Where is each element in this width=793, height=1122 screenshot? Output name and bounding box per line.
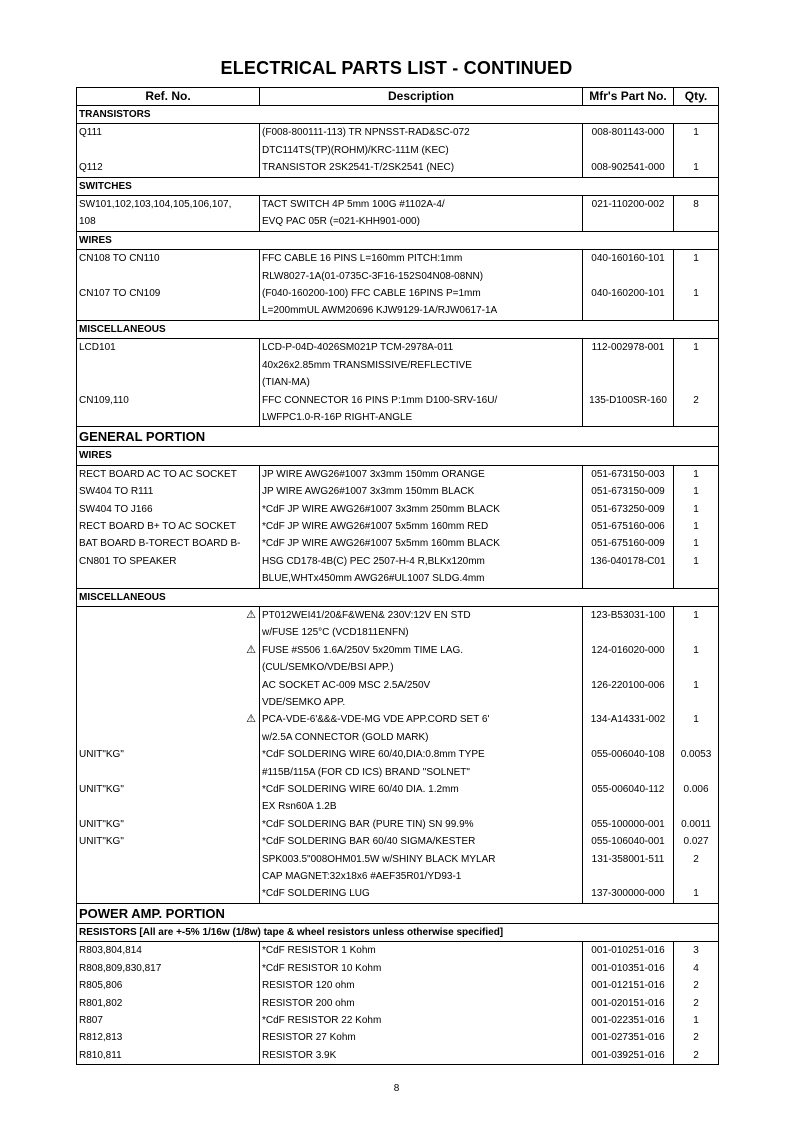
qty-cell: 1 <box>674 483 719 500</box>
table-row <box>77 659 719 676</box>
part-number-cell: 055-106040-001 <box>583 833 674 850</box>
ref-cell <box>77 302 260 320</box>
qty-cell: 4 <box>674 960 719 977</box>
table-row <box>77 159 719 177</box>
description-cell: FFC CONNECTOR 16 PINS P:1mm D100-SRV-16U/ <box>260 392 583 409</box>
qty-cell: 1 <box>674 518 719 535</box>
table-row <box>77 250 719 268</box>
table-row <box>77 642 719 659</box>
ref-cell <box>77 764 260 781</box>
table-body <box>77 106 719 1065</box>
qty-cell <box>674 142 719 159</box>
section-heading-row <box>77 106 719 124</box>
ref-cell: R803,804,814 <box>77 942 260 960</box>
part-number-cell <box>583 213 674 231</box>
description-cell: RESISTOR 3.9K <box>260 1047 583 1065</box>
table-row <box>77 885 719 903</box>
description-cell: EX Rsn60A 1.2B <box>260 798 583 815</box>
part-number-cell: 055-006040-112 <box>583 781 674 798</box>
part-number-cell: 001-027351-016 <box>583 1029 674 1046</box>
qty-cell: 1 <box>674 465 719 483</box>
table-row <box>77 553 719 570</box>
part-number-cell: 136-040178-C01 <box>583 553 674 570</box>
table-row <box>77 711 719 728</box>
description-cell: *CdF JP WIRE AWG26#1007 3x3mm 250mm BLACK <box>260 501 583 518</box>
qty-cell: 2 <box>674 392 719 409</box>
qty-cell: 0.0011 <box>674 816 719 833</box>
ref-cell <box>77 851 260 868</box>
part-number-cell <box>583 729 674 746</box>
qty-cell <box>674 798 719 815</box>
warning-triangle-icon: ⚠ <box>246 643 256 656</box>
description-cell: L=200mmUL AWM20696 KJW9129-1A/RJW0617-1A <box>260 302 583 320</box>
header-description: Description <box>260 88 583 106</box>
qty-cell <box>674 570 719 588</box>
section-heading-row <box>77 588 719 606</box>
page-number: 8 <box>393 1083 400 1094</box>
qty-cell: 1 <box>674 501 719 518</box>
table-row <box>77 285 719 302</box>
part-number-cell: 055-006040-108 <box>583 746 674 763</box>
description-cell: *CdF RESISTOR 10 Kohm <box>260 960 583 977</box>
section-heading: MISCELLANEOUS <box>77 320 719 338</box>
part-number-cell: 001-039251-016 <box>583 1047 674 1065</box>
description-cell: *CdF SOLDERING BAR (PURE TIN) SN 99.9% <box>260 816 583 833</box>
table-row <box>77 729 719 746</box>
part-number-cell <box>583 764 674 781</box>
qty-cell: 8 <box>674 196 719 214</box>
description-cell: TACT SWITCH 4P 5mm 100G #1102A-4/ <box>260 196 583 214</box>
qty-cell <box>674 409 719 427</box>
part-number-cell <box>583 268 674 285</box>
table-row <box>77 213 719 231</box>
part-number-cell <box>583 659 674 676</box>
table-row <box>77 606 719 624</box>
warning-triangle-icon: ⚠ <box>246 608 256 621</box>
table-row <box>77 694 719 711</box>
part-number-cell <box>583 694 674 711</box>
description-cell: LWFPC1.0-R-16P RIGHT-ANGLE <box>260 409 583 427</box>
ref-cell <box>77 885 260 903</box>
part-number-cell <box>583 374 674 391</box>
section-heading-row <box>77 231 719 249</box>
description-cell: *CdF SOLDERING BAR 60/40 SIGMA/KESTER <box>260 833 583 850</box>
qty-cell: 1 <box>674 124 719 142</box>
section-heading: MISCELLANEOUS <box>77 588 719 606</box>
section-heading: GENERAL PORTION <box>77 427 719 447</box>
table-row <box>77 868 719 885</box>
ref-cell <box>77 798 260 815</box>
description-cell: *CdF SOLDERING WIRE 60/40,DIA:0.8mm TYPE <box>260 746 583 763</box>
description-cell: *CdF SOLDERING LUG <box>260 885 583 903</box>
qty-cell: 2 <box>674 1047 719 1065</box>
qty-cell: 1 <box>674 339 719 357</box>
ref-cell: SW404 TO J166 <box>77 501 260 518</box>
qty-cell <box>674 868 719 885</box>
part-number-cell: 126-220100-006 <box>583 677 674 694</box>
ref-cell: CN801 TO SPEAKER <box>77 553 260 570</box>
ref-cell <box>77 868 260 885</box>
table-row <box>77 624 719 641</box>
parts-table <box>76 87 719 1065</box>
qty-cell <box>674 624 719 641</box>
table-row <box>77 535 719 552</box>
description-cell: VDE/SEMKO APP. <box>260 694 583 711</box>
description-cell: *CdF JP WIRE AWG26#1007 5x5mm 160mm RED <box>260 518 583 535</box>
description-cell: *CdF RESISTOR 1 Kohm <box>260 942 583 960</box>
table-row <box>77 268 719 285</box>
description-cell: FUSE #S506 1.6A/250V 5x20mm TIME LAG. <box>260 642 583 659</box>
part-number-cell <box>583 570 674 588</box>
qty-cell: 2 <box>674 995 719 1012</box>
qty-cell: 0.006 <box>674 781 719 798</box>
ref-cell: SW404 TO R111 <box>77 483 260 500</box>
part-number-cell: 001-012151-016 <box>583 977 674 994</box>
description-cell: CAP MAGNET:32x18x6 #AEF35R01/YD93-1 <box>260 868 583 885</box>
qty-cell: 2 <box>674 1029 719 1046</box>
description-cell: RESISTOR 27 Kohm <box>260 1029 583 1046</box>
ref-cell <box>77 570 260 588</box>
qty-cell <box>674 302 719 320</box>
qty-cell: 1 <box>674 553 719 570</box>
table-row <box>77 746 719 763</box>
table-row <box>77 781 719 798</box>
part-number-cell: 040-160160-101 <box>583 250 674 268</box>
table-row <box>77 995 719 1012</box>
section-heading: TRANSISTORS <box>77 106 719 124</box>
ref-cell: CN109,110 <box>77 392 260 409</box>
ref-cell <box>77 677 260 694</box>
ref-cell: UNIT"KG" <box>77 746 260 763</box>
section-heading: SWITCHES <box>77 177 719 195</box>
part-number-cell: 008-902541-000 <box>583 159 674 177</box>
table-row <box>77 851 719 868</box>
part-number-cell: 001-010351-016 <box>583 960 674 977</box>
part-number-cell <box>583 357 674 374</box>
ref-cell: RECT BOARD B+ TO AC SOCKET <box>77 518 260 535</box>
ref-cell <box>77 606 260 624</box>
part-number-cell <box>583 798 674 815</box>
part-number-cell: 135-D100SR-160 <box>583 392 674 409</box>
ref-cell: 108 <box>77 213 260 231</box>
ref-cell: CN108 TO CN110 <box>77 250 260 268</box>
table-row <box>77 501 719 518</box>
description-cell: (F040-160200-100) FFC CABLE 16PINS P=1mm <box>260 285 583 302</box>
description-cell: (CUL/SEMKO/VDE/BSI APP.) <box>260 659 583 676</box>
ref-cell: UNIT"KG" <box>77 816 260 833</box>
ref-cell: LCD101 <box>77 339 260 357</box>
qty-cell: 0.027 <box>674 833 719 850</box>
qty-cell: 1 <box>674 1012 719 1029</box>
description-cell: *CdF JP WIRE AWG26#1007 5x5mm 160mm BLACK <box>260 535 583 552</box>
table-header-row <box>77 88 719 106</box>
part-number-cell: 124-016020-000 <box>583 642 674 659</box>
part-number-cell: 051-673150-009 <box>583 483 674 500</box>
ref-cell: CN107 TO CN109 <box>77 285 260 302</box>
qty-cell <box>674 764 719 781</box>
table-row <box>77 124 719 142</box>
description-cell: JP WIRE AWG26#1007 3x3mm 150mm ORANGE <box>260 465 583 483</box>
section-heading-row <box>77 923 719 941</box>
ref-cell <box>77 409 260 427</box>
qty-cell: 1 <box>674 711 719 728</box>
portion-heading-row <box>77 903 719 923</box>
table-row <box>77 1047 719 1065</box>
page-title: ELECTRICAL PARTS LIST - CONTINUED <box>220 58 573 78</box>
qty-cell <box>674 213 719 231</box>
portion-heading-row <box>77 427 719 447</box>
part-number-cell <box>583 409 674 427</box>
qty-cell: 1 <box>674 250 719 268</box>
description-cell: 40x26x2.85mm TRANSMISSIVE/REFLECTIVE <box>260 357 583 374</box>
qty-cell: 2 <box>674 851 719 868</box>
warning-triangle-icon: ⚠ <box>246 713 256 726</box>
table-row <box>77 392 719 409</box>
ref-cell: R807 <box>77 1012 260 1029</box>
qty-cell: 1 <box>674 606 719 624</box>
description-cell: BLUE,WHTx450mm AWG26#UL1007 SLDG.4mm <box>260 570 583 588</box>
ref-cell: R812,813 <box>77 1029 260 1046</box>
qty-cell: 1 <box>674 642 719 659</box>
section-heading: POWER AMP. PORTION <box>77 903 719 923</box>
table-row <box>77 942 719 960</box>
qty-cell: 1 <box>674 677 719 694</box>
table-row <box>77 302 719 320</box>
qty-cell <box>674 659 719 676</box>
ref-cell: Q112 <box>77 159 260 177</box>
table-row <box>77 357 719 374</box>
table-row <box>77 409 719 427</box>
table-row <box>77 677 719 694</box>
ref-cell <box>77 142 260 159</box>
part-number-cell: 055-100000-001 <box>583 816 674 833</box>
qty-cell: 1 <box>674 885 719 903</box>
part-number-cell: 021-110200-002 <box>583 196 674 214</box>
qty-cell: 1 <box>674 159 719 177</box>
part-number-cell: 040-160200-101 <box>583 285 674 302</box>
description-cell: RLW8027-1A(01-0735C-3F16-152S04N08-08NN) <box>260 268 583 285</box>
table-row <box>77 816 719 833</box>
ref-cell: UNIT"KG" <box>77 781 260 798</box>
header-part-number: Mfr's Part No. <box>583 88 674 106</box>
part-number-cell: 051-675160-006 <box>583 518 674 535</box>
section-heading-row <box>77 320 719 338</box>
description-cell: RESISTOR 200 ohm <box>260 995 583 1012</box>
part-number-cell: 051-673250-009 <box>583 501 674 518</box>
ref-cell: SW101,102,103,104,105,106,107, <box>77 196 260 214</box>
part-number-cell: 001-010251-016 <box>583 942 674 960</box>
ref-cell: R801,802 <box>77 995 260 1012</box>
qty-cell: 2 <box>674 977 719 994</box>
ref-cell: UNIT"KG" <box>77 833 260 850</box>
ref-cell <box>77 659 260 676</box>
description-cell: JP WIRE AWG26#1007 3x3mm 150mm BLACK <box>260 483 583 500</box>
table-row <box>77 339 719 357</box>
part-number-cell <box>583 624 674 641</box>
description-cell: PCA-VDE-6'&&&-VDE-MG VDE APP.CORD SET 6' <box>260 711 583 728</box>
ref-cell: R805,806 <box>77 977 260 994</box>
ref-cell <box>77 642 260 659</box>
qty-cell: 3 <box>674 942 719 960</box>
ref-cell <box>77 729 260 746</box>
section-heading: WIRES <box>77 447 719 465</box>
part-number-cell: 123-B53031-100 <box>583 606 674 624</box>
description-cell: *CdF RESISTOR 22 Kohm <box>260 1012 583 1029</box>
ref-cell <box>77 694 260 711</box>
table-row <box>77 977 719 994</box>
description-cell: FFC CABLE 16 PINS L=160mm PITCH:1mm <box>260 250 583 268</box>
header-qty: Qty. <box>674 88 719 106</box>
header-ref: Ref. No. <box>77 88 260 106</box>
ref-cell: R808,809,830,817 <box>77 960 260 977</box>
table-row <box>77 374 719 391</box>
part-number-cell: 137-300000-000 <box>583 885 674 903</box>
description-cell: EVQ PAC 05R (=021-KHH901-000) <box>260 213 583 231</box>
qty-cell: 0.0053 <box>674 746 719 763</box>
table-row <box>77 142 719 159</box>
description-cell: SPK003.5"008OHM01.5W w/SHINY BLACK MYLAR <box>260 851 583 868</box>
part-number-cell: 134-A14331-002 <box>583 711 674 728</box>
qty-cell <box>674 694 719 711</box>
part-number-cell <box>583 142 674 159</box>
ref-cell: RECT BOARD AC TO AC SOCKET <box>77 465 260 483</box>
description-cell: TRANSISTOR 2SK2541-T/2SK2541 (NEC) <box>260 159 583 177</box>
part-number-cell: 008-801143-000 <box>583 124 674 142</box>
qty-cell <box>674 374 719 391</box>
part-number-cell: 001-020151-016 <box>583 995 674 1012</box>
ref-cell <box>77 268 260 285</box>
table-row <box>77 960 719 977</box>
ref-cell <box>77 374 260 391</box>
part-number-cell: 112-002978-001 <box>583 339 674 357</box>
description-cell: (F008-800111-113) TR NPNSST-RAD&SC-072 <box>260 124 583 142</box>
section-heading: WIRES <box>77 231 719 249</box>
table-row <box>77 483 719 500</box>
description-cell: DTC114TS(TP)(ROHM)/KRC-111M (KEC) <box>260 142 583 159</box>
ref-cell <box>77 357 260 374</box>
section-heading: RESISTORS [All are +-5% 1/16w (1/8w) tape & wheel resistors unless otherwise specified] <box>77 923 719 941</box>
ref-cell: Q111 <box>77 124 260 142</box>
part-number-cell <box>583 302 674 320</box>
table-row <box>77 764 719 781</box>
description-cell: w/FUSE 125°C (VCD1811ENFN) <box>260 624 583 641</box>
description-cell: PT012WEI41/20&F&WEN& 230V:12V EN STD <box>260 606 583 624</box>
description-cell: *CdF SOLDERING WIRE 60/40 DIA. 1.2mm <box>260 781 583 798</box>
table-row <box>77 1012 719 1029</box>
part-number-cell: 051-675160-009 <box>583 535 674 552</box>
qty-cell <box>674 729 719 746</box>
description-cell: #115B/115A (FOR CD ICS) BRAND "SOLNET" <box>260 764 583 781</box>
qty-cell: 1 <box>674 285 719 302</box>
description-cell: w/2.5A CONNECTOR (GOLD MARK) <box>260 729 583 746</box>
ref-cell <box>77 711 260 728</box>
table-row <box>77 1029 719 1046</box>
description-cell: HSG CD178-4B(C) PEC 2507-H-4 R,BLKx120mm <box>260 553 583 570</box>
description-cell: LCD-P-04D-4026SM021P TCM-2978A-011 <box>260 339 583 357</box>
description-cell: RESISTOR 120 ohm <box>260 977 583 994</box>
table-row <box>77 196 719 214</box>
qty-cell <box>674 268 719 285</box>
ref-cell <box>77 624 260 641</box>
table-row <box>77 518 719 535</box>
section-heading-row <box>77 177 719 195</box>
qty-cell: 1 <box>674 535 719 552</box>
section-heading-row <box>77 447 719 465</box>
ref-cell: R810,811 <box>77 1047 260 1065</box>
part-number-cell: 001-022351-016 <box>583 1012 674 1029</box>
table-row <box>77 798 719 815</box>
ref-cell: BAT BOARD B-TORECT BOARD B- <box>77 535 260 552</box>
qty-cell <box>674 357 719 374</box>
description-cell: AC SOCKET AC-009 MSC 2.5A/250V <box>260 677 583 694</box>
part-number-cell: 131-358001-511 <box>583 851 674 868</box>
part-number-cell: 051-673150-003 <box>583 465 674 483</box>
table-row <box>77 570 719 588</box>
table-row <box>77 833 719 850</box>
part-number-cell <box>583 868 674 885</box>
description-cell: (TIAN-MA) <box>260 374 583 391</box>
table-row <box>77 465 719 483</box>
